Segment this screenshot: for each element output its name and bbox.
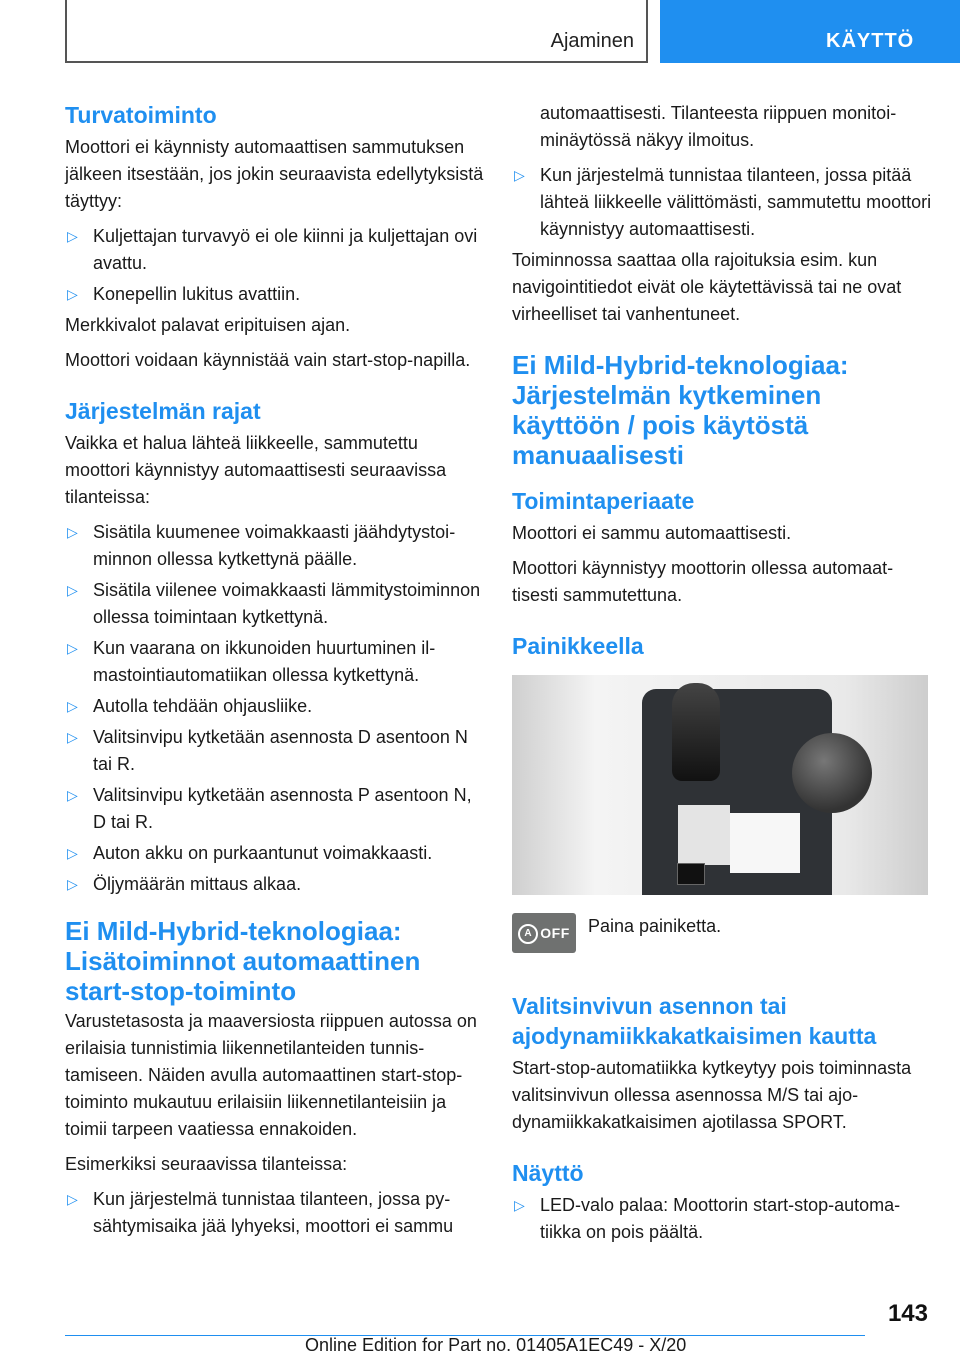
bullet-list (65, 1186, 485, 1240)
bullet-list (512, 1192, 932, 1246)
paragraph: Merkkivalot palavat eripituisen ajan. (65, 315, 351, 335)
instruction-text: Paina painiketta. (588, 916, 722, 936)
left-column (65, 100, 485, 1244)
triangle-right-icon: ▷ (67, 787, 78, 803)
triangle-right-icon: ▷ (67, 524, 78, 540)
list-item: ▷ Auton akku on purkaantunut voimakkaasti. (65, 840, 485, 867)
triangle-right-icon: ▷ (67, 582, 78, 598)
chapter-title: Ajaminen (550, 30, 634, 52)
triangle-right-icon: ▷ (67, 1191, 78, 1207)
list-item: ▷ Öljymäärän mittaus alkaa. (65, 871, 485, 898)
section-tab (660, 0, 960, 63)
triangle-right-icon: ▷ (67, 640, 78, 656)
trim-panel (730, 813, 800, 873)
triangle-right-icon: ▷ (514, 1197, 525, 1213)
right-column (512, 100, 932, 1250)
page-number: 143 (887, 1300, 928, 1327)
paragraph: Toiminnossa saattaa olla rajoituksia esim. kun navigointitiedot eivät ole käytettävissä tai ne ovat virheelliset tai vanhentuneet. (512, 250, 902, 324)
heading-painikkeella: Painikkeella (512, 633, 644, 659)
paragraph: Varustetasosta ja maaversiosta riippuen autossa on erilaisia tunnistimia liikennetilanteiden tunnistamiseen. Näiden avulla automaattinen start-stop-toiminto mukautuu erilaisiin liikennetilanteisiin ja toimii tarpeen vaatiessa ennakoiden. (65, 1011, 477, 1139)
paragraph: Moottori ei käynnisty automaattisen sammutuksen jälkeen itsestään, jos jokin seuraavista edellytyksistä täyttyy: (65, 137, 484, 211)
heading-lisatoiminnot: Ei Mild-Hybrid-teknologiaa: Lisätoiminnot automaattinen start-stop-toiminto (65, 916, 421, 1006)
section-title: KÄYTTÖ (826, 30, 915, 52)
bullet-list (512, 162, 932, 243)
paragraph: Esimerkiksi seuraavissa tilanteissa: (65, 1154, 348, 1174)
triangle-right-icon: ▷ (67, 286, 78, 302)
heading-naytto: Näyttö (512, 1160, 584, 1186)
paragraph: Moottori käynnistyy moottorin ollessa automaattisesti sammutettuna. (512, 558, 894, 605)
bullet-list (65, 519, 485, 898)
triangle-right-icon: ▷ (67, 845, 78, 861)
triangle-right-icon: ▷ (67, 729, 78, 745)
list-item: ▷ Sisätila kuumenee voimakkaasti jäähdytystoiminnon ollessa kytkettynä päälle. (65, 519, 485, 573)
paragraph: Moottori voidaan käynnistää vain start-stop-napilla. (65, 350, 471, 370)
gear-selector-lever (672, 683, 720, 781)
list-item: ▷ Konepellin lukitus avattiin. (65, 281, 485, 308)
list-item: ▷ Valitsinvipu kytketään asennosta P asentoon N, D tai R. (65, 782, 485, 836)
header-chapter-box (65, 0, 648, 63)
heading-kytkeminen: Ei Mild-Hybrid-teknologiaa: Järjestelmän kytkeminen käyttöön / pois käytöstä manuaalisesti (512, 350, 849, 470)
triangle-right-icon: ▷ (67, 698, 78, 714)
heading-toimintaperiaate: Toimintaperiaate (512, 488, 695, 514)
heading-turvatoiminto: Turvatoiminto (65, 102, 217, 128)
parking-brake-button (677, 863, 705, 885)
heading-valitsinvivun: Valitsinvivun asennon tai ajodynamiikkakatkaisimen kautta (512, 993, 877, 1049)
triangle-right-icon: ▷ (514, 167, 525, 183)
paragraph: Start-stop-automatiikka kytkeytyy pois toiminnasta valitsinvivun ollessa asennossa M/S tai ajodynamiikkakatkaisimen ajotilassa SPORT. (512, 1058, 912, 1132)
heading-jarjestelman-rajat: Järjestelmän rajat (65, 398, 261, 424)
list-item: ▷ Kuljettajan turvavyö ei ole kiinni ja kuljettajan ovi avattu. (65, 223, 485, 277)
button-instruction (512, 913, 932, 973)
auto-start-stop-off-icon: A OFF (512, 913, 576, 953)
paragraph: Vaikka et halua lähteä liikkeelle, sammutettu moottori käynnistyy automaattisesti seuraavissa tilanteissa: (65, 433, 447, 507)
list-item: ▷ Kun vaarana on ikkunoiden huurtuminen ilmastointiautomatiikan ollessa kytkettynä. (65, 635, 485, 689)
center-console-photo (512, 675, 928, 895)
trim-panel (678, 805, 730, 865)
controller-knob (792, 733, 872, 813)
list-item: ▷ LED-valo palaa: Moottorin start-stop-automatiikka on pois päältä. (512, 1192, 932, 1246)
list-item: ▷ Kun järjestelmä tunnistaa tilanteen, jossa pysähtymisaika jää lyhyeksi, moottori ei sammu (65, 1186, 485, 1240)
paragraph-continued: automaattisesti. Tilanteesta riippuen monitoiminäytössä näkyy ilmoitus. (540, 103, 897, 150)
triangle-right-icon: ▷ (67, 228, 78, 244)
list-item: ▷ Valitsinvipu kytketään asennosta D asentoon N tai R. (65, 724, 485, 778)
list-item: ▷ Sisätila viilenee voimakkaasti lämmitystoiminnon ollessa toimintaan kytkettynä. (65, 577, 485, 631)
list-item: ▷ Autolla tehdään ohjausliike. (65, 693, 485, 720)
triangle-right-icon: ▷ (67, 876, 78, 892)
paragraph: Moottori ei sammu automaattisesti. (512, 523, 792, 543)
edition-text: Online Edition for Part no. 01405A1EC49 - X/20 (305, 1335, 687, 1355)
bullet-list (65, 223, 485, 308)
list-item: ▷ Kun järjestelmä tunnistaa tilanteen, jossa pitää lähteä liikkeelle välittömästi, sammutettu moottori käynnistyy automaattisesti. (512, 162, 932, 243)
